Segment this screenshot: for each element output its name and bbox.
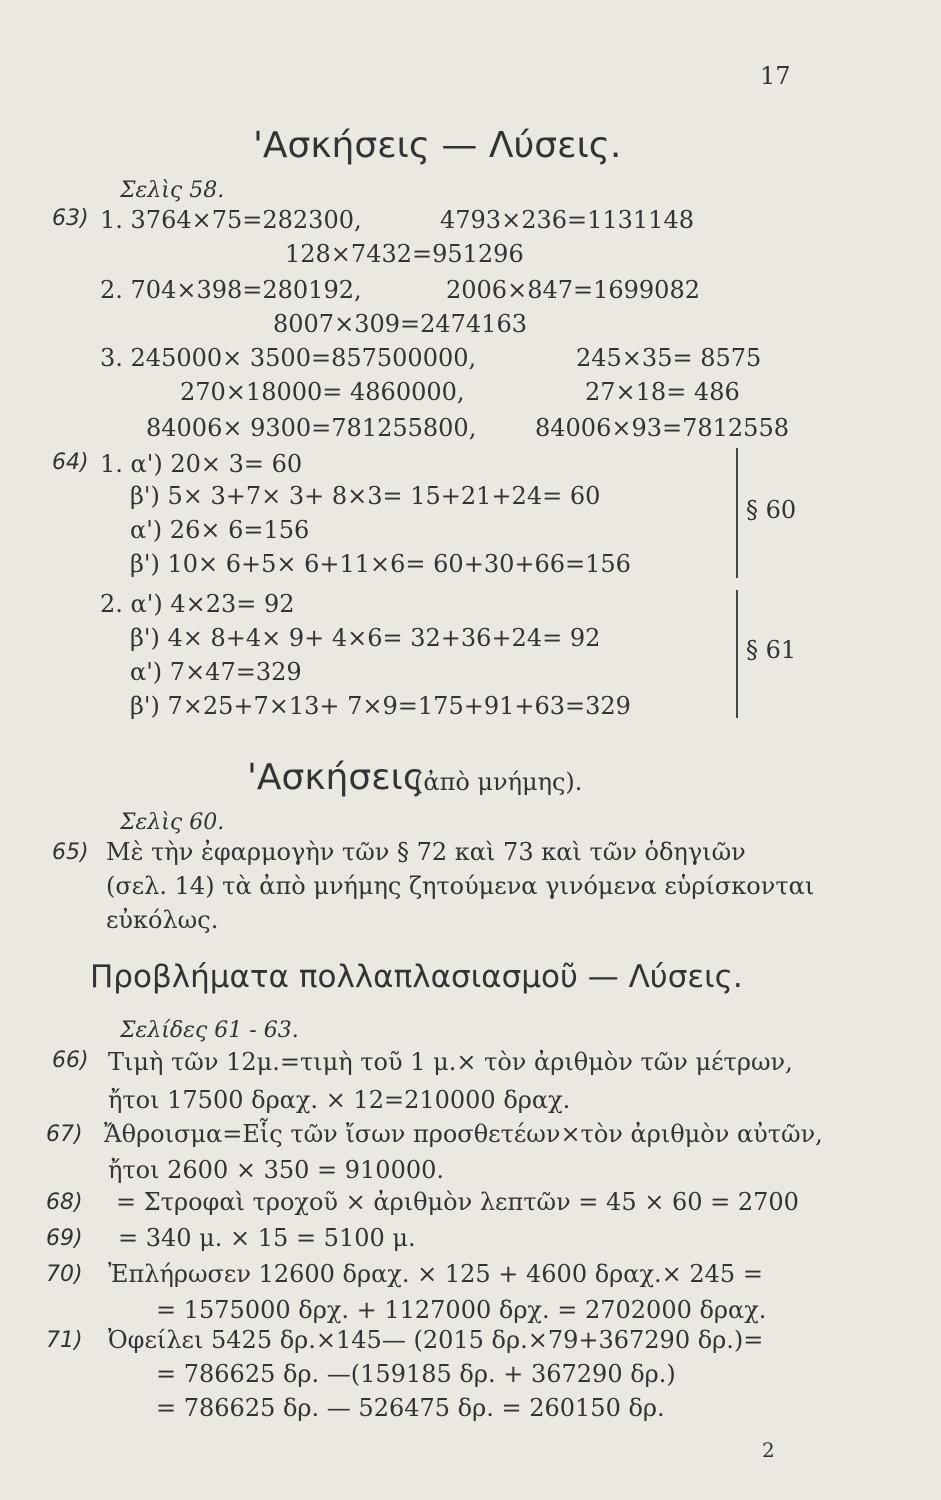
- text-line: = 1575000 δρχ. + 1127000 δρχ. = 2702000 δραχ.: [156, 1296, 767, 1324]
- exercise-number: 68): [46, 1190, 83, 1215]
- equation-line: β') 4× 8+4× 9+ 4×6= 32+36+24= 92: [130, 624, 601, 652]
- equation-line: 1. 3764×75=282300,: [100, 206, 362, 234]
- equation-line: β') 5× 3+7× 3+ 8×3= 15+21+24= 60: [130, 482, 601, 510]
- equation-line: 2006×847=1699082: [446, 276, 700, 304]
- equation-line: 270×18000= 4860000,: [180, 378, 465, 406]
- exercise-number: 66): [52, 1048, 89, 1073]
- heading-exercises-memory: 'Ασκήσεις: [247, 757, 424, 798]
- right-brace: [728, 590, 738, 718]
- signature-mark: 2: [762, 1438, 775, 1462]
- text-line: Τιμὴ τῶν 12μ.=τιμὴ τοῦ 1 μ.× τὸν ἀριθμὸν τῶν μέτρων,: [108, 1048, 793, 1076]
- page-reference: Σελίδες 61 - 63.: [120, 1018, 299, 1043]
- equation-line: β') 10× 6+5× 6+11×6= 60+30+66=156: [130, 550, 631, 578]
- equation-line: 4793×236=1131148: [440, 206, 694, 234]
- exercise-number: 63): [52, 206, 89, 231]
- exercise-number: 71): [46, 1328, 83, 1353]
- text-line: = 786625 δρ. —(159185 δρ. + 367290 δρ.): [156, 1360, 676, 1388]
- equation-line: 2. 704×398=280192,: [100, 276, 362, 304]
- equation-line: α') 7×47=329: [130, 658, 302, 686]
- equation-line: 8007×309=2474163: [273, 310, 527, 338]
- equation-line: 84006× 9300=781255800,: [146, 414, 477, 442]
- heading-multiplication-problems: Προβλήματα πολλαπλασιασμοῦ — Λύσεις.: [90, 959, 743, 995]
- text-line: (σελ. 14) τὰ ἀπὸ μνήμης ζητούμενα γινόμενα εὑρίσκονται: [106, 872, 815, 900]
- text-line: ἤτοι 2600 × 350 = 910000.: [108, 1156, 445, 1184]
- page-reference: Σελὶς 58.: [120, 178, 225, 203]
- text-line: Ἐπλήρωσεν 12600 δραχ. × 125 + 4600 δραχ.× 245 =: [108, 1260, 763, 1288]
- page-reference: Σελὶς 60.: [120, 810, 225, 835]
- equation-line: β') 7×25+7×13+ 7×9=175+91+63=329: [130, 692, 631, 720]
- section-reference: § 61: [746, 636, 797, 664]
- text-line: = Στροφαὶ τροχοῦ × ἀριθμὸν λεπτῶν = 45 × 60 = 2700: [116, 1188, 799, 1216]
- equation-line: 1. α') 20× 3= 60: [100, 450, 303, 478]
- section-reference: § 60: [746, 496, 797, 524]
- text-line: Ἄθροισμα=Εἷς τῶν ἴσων προσθετέων×τὸν ἀριθμὸν αὐτῶν,: [104, 1120, 823, 1148]
- text-line: Μὲ τὴν ἐφαρμογὴν τῶν § 72 καὶ 73 καὶ τῶν ὁδηγιῶν: [106, 838, 746, 866]
- text-line: ἤτοι 17500 δραχ. × 12=210000 δραχ.: [108, 1086, 571, 1114]
- equation-line: 3. 245000× 3500=857500000,: [100, 344, 477, 372]
- exercise-number: 67): [46, 1122, 83, 1147]
- text-line: = 340 μ. × 15 = 5100 μ.: [118, 1224, 416, 1252]
- equation-line: 27×18= 486: [585, 378, 740, 406]
- page-number: 17: [760, 62, 791, 90]
- equation-line: 2. α') 4×23= 92: [100, 590, 295, 618]
- exercise-number: 65): [52, 840, 89, 865]
- exercise-number: 70): [46, 1262, 83, 1287]
- equation-line: 128×7432=951296: [285, 240, 524, 268]
- text-line: εὐκόλως.: [106, 906, 219, 934]
- heading-exercises-solutions: 'Ασκήσεις — Λύσεις.: [253, 125, 622, 166]
- right-brace: [728, 448, 738, 578]
- text-line: Ὀφείλει 5425 δρ.×145— (2015 δρ.×79+367290 δρ.)=: [108, 1326, 764, 1354]
- equation-line: 245×35= 8575: [576, 344, 762, 372]
- equation-line: 84006×93=7812558: [535, 414, 789, 442]
- exercise-number: 69): [46, 1226, 83, 1251]
- heading-subtitle: (ἀπὸ μνήμης).: [414, 768, 583, 796]
- text-line: = 786625 δρ. — 526475 δρ. = 260150 δρ.: [156, 1394, 665, 1422]
- exercise-number: 64): [52, 450, 89, 475]
- equation-line: α') 26× 6=156: [130, 516, 310, 544]
